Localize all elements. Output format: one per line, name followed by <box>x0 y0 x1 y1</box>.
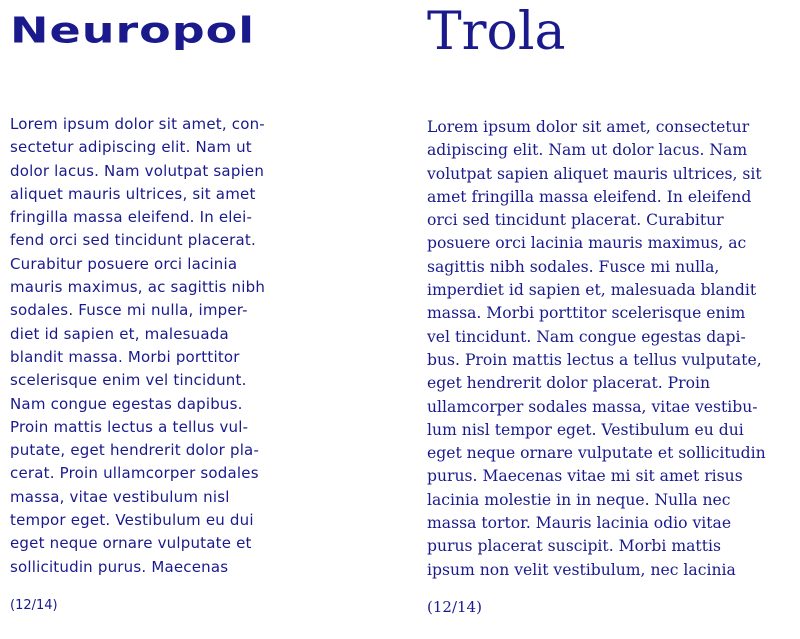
neuropol-body-text: Lorem ipsum dolor sit amet, con- sectetur adipiscing elit. Nam ut dolor lacus. Nam volutpat sapien aliquet mauris ultrices, sit amet fringilla massa eleifend. In elei- fend orci sed tincidunt placerat. Curabitur posuere orci lacinia mauris maximus, ac sagittis nibh sodales. Fusce mi nulla, imper- diet id sapien et, malesuada blandit massa. Morbi porttitor scelerisque enim vel tincidunt. Nam congue egestas dapibus. Proin mattis lectus a tellus vul- putate, eget hendrerit dolor pla- cerat. Proin ullamcorper sodales massa, vitae vestibulum nisl tempor eget. Vestibulum eu dui eget neque ornare vulputate et sollicitudin purus. Maecenas <box>10 115 266 576</box>
trola-size-label: (12/14) <box>427 598 482 616</box>
trola-body-text: Lorem ipsum dolor sit amet, consectetur adipiscing elit. Nam ut dolor lacus. Nam volutpat sapien aliquet mauris ultrices, sit amet fringilla massa eleifend. In eleifend orci sed tincidunt placerat. Curabitur posuere orci lacinia mauris maximus, ac sagittis nibh sodales. Fusce mi nulla, imperdiet id sapien et, malesuada blandit massa. Morbi porttitor scelerisque enim vel tincidunt. Nam congue egestas dapi- bus. Proin mattis lectus a tellus vulputate, eget hendrerit dolor placerat. Proin ullamcorper sodales massa, vitae vestibu- lum nisl tempor eget. Vestibulum eu dui eget neque ornare vulputate et sollicitudin purus. Maecenas vitae mi sit amet risus lacinia molestie in in neque. Nulla nec massa tortor. Mauris lacinia odio vitae purus placerat suscipit. Morbi mattis ipsum non velit vestibulum, nec lacinia <box>427 118 766 579</box>
trola-title: Trola <box>427 2 566 62</box>
neuropol-size-label: (12/14) <box>10 598 58 613</box>
neuropol-title: Neuropol <box>10 8 256 51</box>
